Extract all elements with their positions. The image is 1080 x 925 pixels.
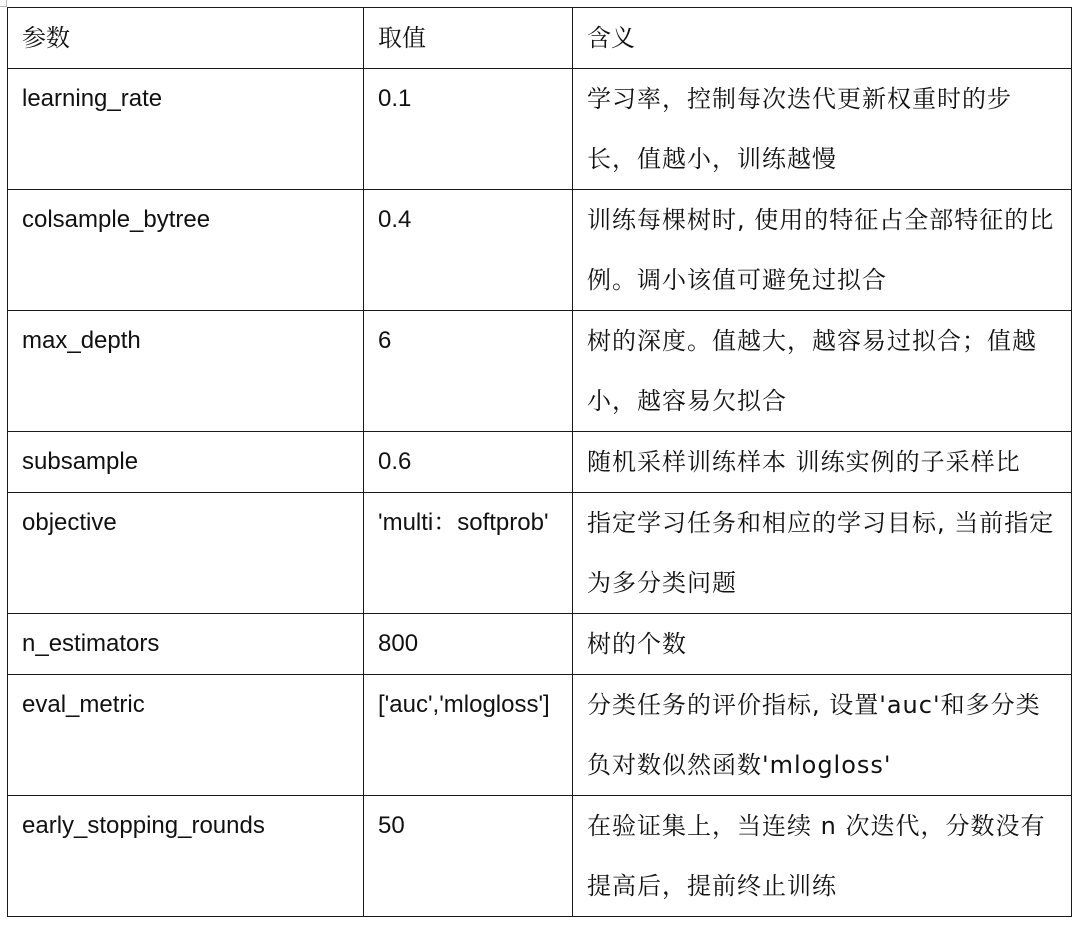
value-cell: 0.6 [364,432,573,493]
table-row [8,675,1072,796]
param-cell: eval_metric [8,675,364,796]
table-row [8,493,1072,614]
param-cell: early_stopping_rounds [8,796,364,917]
param-cell: max_depth [8,311,364,432]
meaning-cell: 树的个数 [573,614,1072,675]
value-cell: ['auc','mlogloss'] [364,675,573,796]
value-cell: 6 [364,311,573,432]
meaning-cell: 学习率，控制每次迭代更新权重时的步长，值越小，训练越慢 [573,69,1072,190]
column-header-meaning: 含义 [573,8,1072,69]
meaning-cell: 指定学习任务和相应的学习目标, 当前指定为多分类问题 [573,493,1072,614]
param-cell: n_estimators [8,614,364,675]
param-cell: learning_rate [8,69,364,190]
value-cell: 0.4 [364,190,573,311]
column-header-value: 取值 [364,8,573,69]
meaning-cell: 随机采样训练样本 训练实例的子采样比 [573,432,1072,493]
meaning-cell: 分类任务的评价指标, 设置'auc'和多分类负对数似然函数'mlogloss' [573,675,1072,796]
table-row [8,69,1072,190]
table-row [8,614,1072,675]
table-row [8,432,1072,493]
param-cell: colsample_bytree [8,190,364,311]
value-cell: 50 [364,796,573,917]
param-cell: subsample [8,432,364,493]
meaning-cell: 树的深度。值越大，越容易过拟合；值越小，越容易欠拟合 [573,311,1072,432]
param-cell: objective [8,493,364,614]
value-cell: 'multi：softprob' [364,493,573,614]
meaning-cell: 训练每棵树时, 使用的特征占全部特征的比例。调小该值可避免过拟合 [573,190,1072,311]
meaning-cell: 在验证集上，当连续 n 次迭代，分数没有提高后，提前终止训练 [573,796,1072,917]
parameter-table [7,7,1072,917]
table-row [8,796,1072,917]
value-cell: 0.1 [364,69,573,190]
page-corner-mark [0,0,7,7]
table-row [8,311,1072,432]
table-header-row [8,8,1072,69]
value-cell: 800 [364,614,573,675]
table-row [8,190,1072,311]
column-header-param: 参数 [8,8,364,69]
